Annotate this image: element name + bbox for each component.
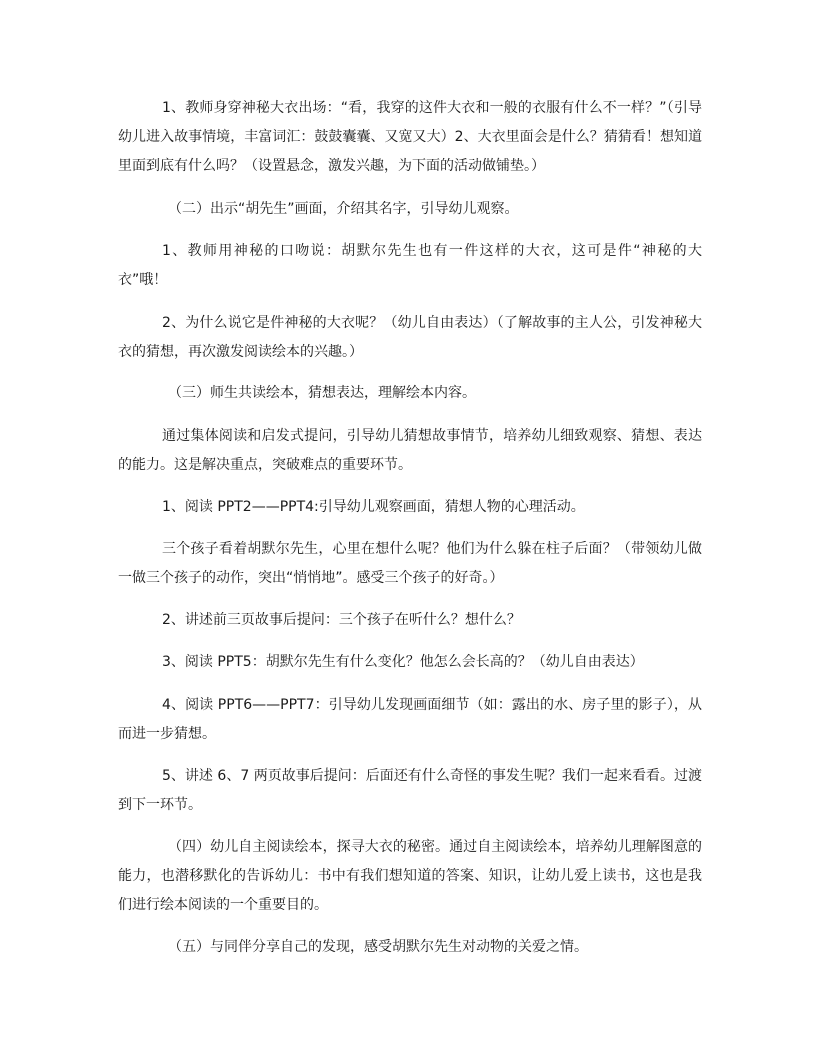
paragraph-ppt6-7: 4、阅读 PPT6——PPT7：引导幼儿发现画面细节（如：露出的水、房子里的影子），从而进一步猜想。 bbox=[118, 697, 702, 742]
paragraph-pages-6-7: 5、讲述 6、7 两页故事后提问：后面还有什么奇怪的事发生呢？我们一起来看看。过渡到下一环节。 bbox=[118, 768, 702, 813]
paragraph-three-children: 三个孩子看着胡默尔先生，心里在想什么呢？他们为什么躲在柱子后面？（带领幼儿做一做三个孩子的动作，突出“悄悄地”。感受三个孩子的好奇。） bbox=[118, 541, 702, 586]
paragraph-mysterious-tone: 1、教师用神秘的口吻说：胡默尔先生也有一件这样的大衣，这可是件“神秘的大衣”哦！ bbox=[118, 243, 702, 288]
section-heading-2: （二）出示“胡先生”画面，介绍其名字，引导幼儿观察。 bbox=[168, 201, 519, 217]
paragraph-ppt2-4: 1、阅读 PPT2——PPT4:引导幼儿观察画面，猜想人物的心理活动。 bbox=[162, 499, 585, 515]
section-heading-5: （五）与同伴分享自己的发现，感受胡默尔先生对动物的关爱之情。 bbox=[168, 939, 588, 955]
paragraph-why-mysterious: 2、为什么说它是件神秘的大衣呢？（幼儿自由表达）（了解故事的主人公，引发神秘大衣的猜想，再次激发阅读绘本的兴趣。） bbox=[118, 315, 702, 360]
paragraph-ppt5: 3、阅读 PPT5：胡默尔先生有什么变化？他怎么会长高的？（幼儿自由表达） bbox=[162, 654, 644, 670]
section-heading-3: （三）师生共读绘本，猜想表达，理解绘本内容。 bbox=[168, 385, 476, 401]
section-heading-4: （四）幼儿自主阅读绘本，探寻大衣的秘密。通过自主阅读绘本，培养幼儿理解图意的能力，也潜移默化的告诉幼儿：书中有我们想知道的答案、知识，让幼儿爱上读书，这也是我们进行绘本阅读的一个重要目的。 bbox=[118, 839, 702, 913]
paragraph-group-reading: 通过集体阅读和启发式提问，引导幼儿猜想故事情节，培养幼儿细致观察、猜想、表达的能力。这是解决重点，突破难点的重要环节。 bbox=[118, 428, 702, 473]
paragraph-first-three-pages: 2、讲述前三页故事后提问：三个孩子在听什么？想什么？ bbox=[162, 612, 521, 628]
paragraph-teacher-entrance: 1、教师身穿神秘大衣出场：“看，我穿的这件大衣和一般的衣服有什么不一样？”（引导幼儿进入故事情境，丰富词汇：鼓鼓囊囊、又宽又大）2、大衣里面会是什么？猜猜看！想知道里面到底有什么吗？（设置悬念，激发兴趣，为下面的活动做铺垫。） bbox=[118, 100, 702, 174]
